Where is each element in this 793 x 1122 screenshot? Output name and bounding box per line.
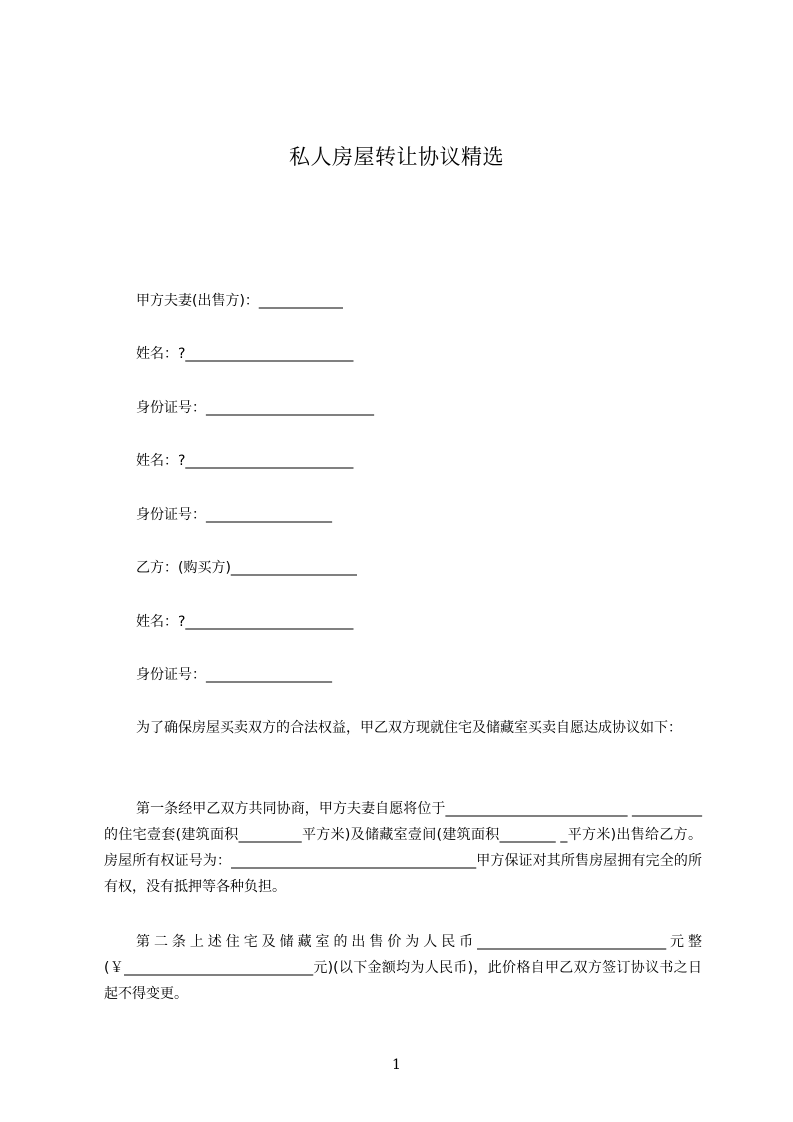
intro-paragraph: 为了确保房屋买卖双方的合法权益，甲乙双方现就住宅及储藏室买卖自愿达成协议如下： xyxy=(136,720,682,736)
buyer-name-field: 姓名：?________________________ xyxy=(136,614,354,630)
seller-name-2-field: 姓名：?________________________ xyxy=(136,453,354,469)
document-title: 私人房屋转让协议精选 xyxy=(289,145,504,169)
buyer-id-field: 身份证号：__________________ xyxy=(136,667,332,683)
article-1-paragraph: 第一条经甲乙双方共同协商，甲方夫妻自愿将位于__________________________ __________的住宅壹套(建筑面积_________平方米)及储藏室壹间(建筑面积________ _平方米)出售给乙方。房屋所有权证号为：___________________________________甲方保证对其所售房屋拥有完全的所有权，没有抵押等各种负担。 xyxy=(104,801,702,895)
seller-id-2-field: 身份证号：__________________ xyxy=(136,507,332,523)
page-number: 1 xyxy=(392,1057,401,1073)
seller-id-1-field: 身份证号：________________________ xyxy=(136,400,374,416)
seller-name-1-field: 姓名：?________________________ xyxy=(136,346,354,362)
buyer-field: 乙方：(购买方)__________________ xyxy=(136,560,357,576)
article-2-paragraph: 第二条上述住宅及储藏室的出售价为人民币___________________________元整(￥___________________________元)(以下金额均为人民币)，此价格自甲乙双方签订协议书之日起不得变更。 xyxy=(104,934,702,1002)
seller-field: 甲方夫妻(出售方)：____________ xyxy=(136,293,343,309)
